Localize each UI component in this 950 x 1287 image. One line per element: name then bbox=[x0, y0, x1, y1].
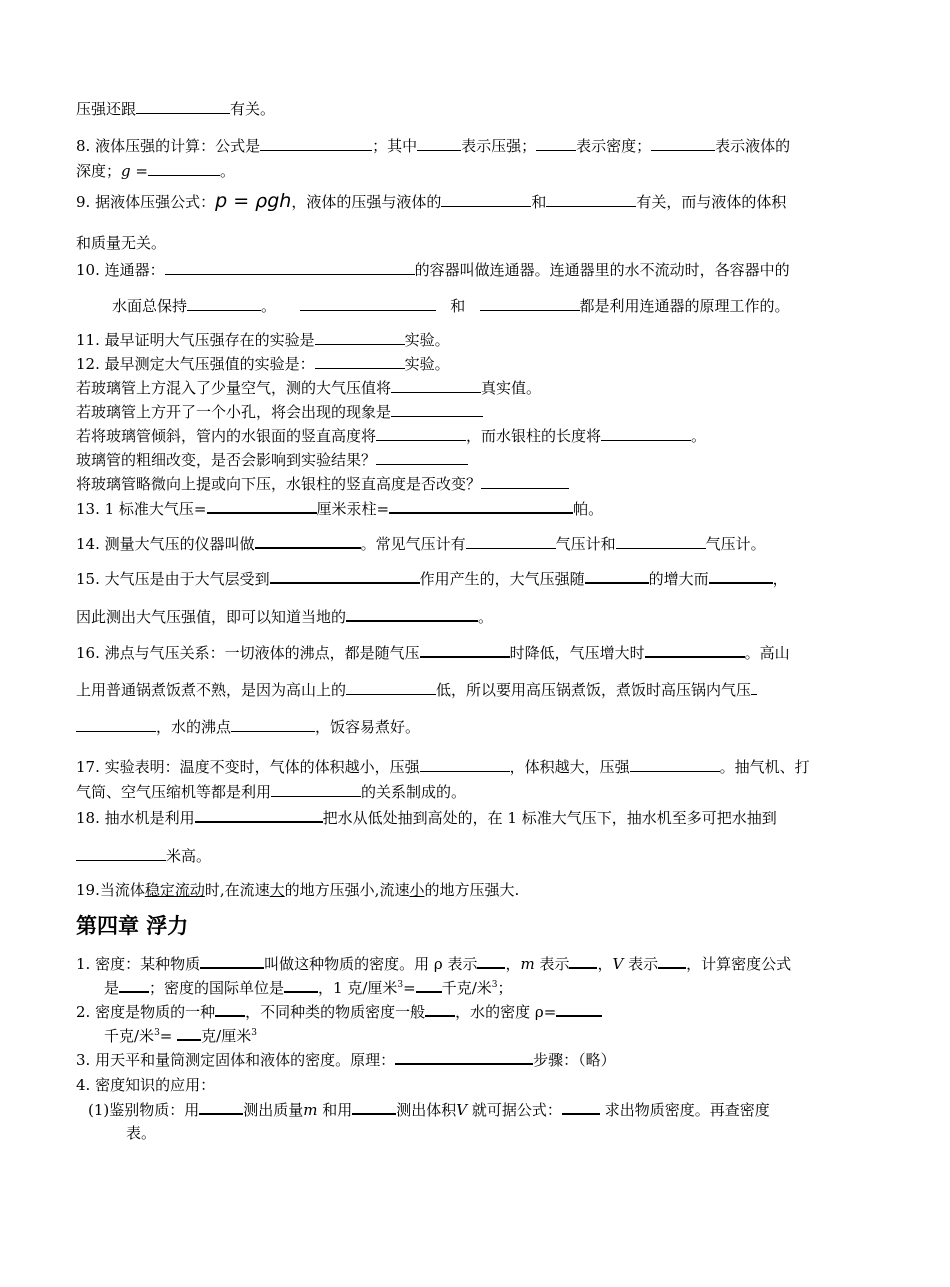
text: 和用 bbox=[317, 1101, 353, 1119]
text: 气压计和 bbox=[555, 535, 616, 553]
text: 深度； bbox=[76, 162, 122, 180]
text: 4. 密度知识的应用： bbox=[76, 1076, 216, 1094]
text: 作用产生的，大气压强随 bbox=[419, 570, 585, 588]
blank[interactable] bbox=[284, 976, 318, 993]
text: 若玻璃管上方混入了少量空气，测的大气压值将 bbox=[76, 379, 392, 397]
text: 的地方压强大. bbox=[424, 881, 520, 899]
text: 低，所以要用高压锅煮饭，煮饭时高压锅内气压 bbox=[436, 681, 752, 699]
text: 气压计。 bbox=[705, 535, 766, 553]
text: 12. 最早测定大气压强值的实验是： bbox=[76, 355, 315, 373]
blank[interactable] bbox=[481, 473, 569, 489]
blank[interactable] bbox=[389, 497, 573, 514]
superscript: 3 bbox=[251, 1028, 257, 1038]
text: 9. 据液体压强公式： bbox=[76, 193, 216, 211]
text: 因此测出大气压强值，即可以知道当地的 bbox=[76, 608, 347, 626]
item-15 bbox=[76, 567, 788, 590]
blank[interactable] bbox=[300, 295, 436, 311]
text: 和 bbox=[450, 297, 466, 315]
blank[interactable] bbox=[466, 533, 556, 549]
blank[interactable] bbox=[376, 449, 468, 465]
blank[interactable] bbox=[391, 377, 481, 393]
blank[interactable] bbox=[207, 497, 317, 514]
text: 实验。 bbox=[404, 331, 450, 349]
text: (1)鉴别物质：用 bbox=[88, 1101, 200, 1119]
ch4-item-4 bbox=[76, 1074, 215, 1096]
blank[interactable] bbox=[199, 1098, 243, 1115]
text: 是 bbox=[104, 979, 120, 997]
item-19 bbox=[76, 879, 519, 901]
blank[interactable] bbox=[546, 191, 636, 207]
text: 把水从低处抽到高处的，在 1 标准大气压下，抽水机至多可把水抽到 bbox=[322, 809, 777, 827]
blank[interactable] bbox=[420, 641, 510, 658]
text: 表示密度； bbox=[576, 137, 652, 155]
text: 表示压强； bbox=[461, 137, 537, 155]
text: 的增大而 bbox=[648, 570, 709, 588]
underlined-text: 小 bbox=[409, 881, 425, 899]
text: 表示 bbox=[534, 955, 570, 973]
text: 表示液体的 bbox=[715, 137, 791, 155]
item-16-continuation-2 bbox=[76, 716, 420, 738]
text: 有关，而与液体的体积 bbox=[636, 193, 787, 211]
text: = bbox=[159, 1027, 178, 1045]
blank[interactable] bbox=[391, 401, 483, 417]
blank[interactable] bbox=[536, 135, 576, 151]
text: 17. 实验表明：温度不变时，气体的体积越小，压强 bbox=[76, 758, 420, 776]
text: 。常见气压计有 bbox=[360, 535, 466, 553]
text: ，不同种类的物质密度一般 bbox=[245, 1003, 426, 1021]
text: ，体积越大，压强 bbox=[509, 758, 630, 776]
text: 的地方压强小,流速 bbox=[284, 881, 410, 899]
text: 14. 测量大气压的仪器叫做 bbox=[76, 535, 255, 553]
text: 3. 用天平和量筒测定固体和液体的密度。原理： bbox=[76, 1051, 396, 1069]
blank[interactable] bbox=[177, 1024, 201, 1041]
ch4-item-1 bbox=[76, 952, 791, 975]
item-10-continuation bbox=[112, 295, 790, 317]
text: 。 bbox=[478, 608, 494, 626]
text: ，1 克/厘米 bbox=[318, 979, 398, 997]
blank[interactable] bbox=[195, 806, 323, 823]
text: 。抽气机、打 bbox=[719, 758, 810, 776]
blank[interactable] bbox=[562, 1098, 600, 1115]
text: ， bbox=[772, 570, 788, 588]
item-12-air-bubble bbox=[76, 377, 541, 399]
blank[interactable] bbox=[630, 756, 720, 772]
blank[interactable] bbox=[425, 1000, 455, 1017]
superscript: 3 bbox=[154, 1028, 160, 1038]
text: 千克/米 bbox=[104, 1027, 155, 1045]
item-9-formula-line bbox=[76, 190, 786, 213]
text: 测出体积 bbox=[396, 1101, 457, 1119]
superscript: 3 bbox=[397, 980, 404, 990]
text: 若将玻璃管倾斜，管内的水银面的竖直高度将 bbox=[76, 427, 377, 445]
text: ，而水银柱的长度将 bbox=[466, 427, 602, 445]
item-9-continuation bbox=[76, 232, 166, 254]
blank[interactable] bbox=[601, 425, 691, 441]
text: 都是利用连通器的原理工作的。 bbox=[579, 297, 790, 315]
blank[interactable] bbox=[751, 679, 757, 695]
blank[interactable] bbox=[376, 425, 466, 441]
text: 测出质量 bbox=[243, 1101, 304, 1119]
text: 克/厘米 bbox=[201, 1027, 252, 1045]
text: 。 bbox=[261, 297, 277, 315]
text: 实验。 bbox=[404, 355, 450, 373]
blank[interactable] bbox=[556, 1000, 602, 1017]
blank[interactable] bbox=[416, 976, 442, 993]
text: 有关。 bbox=[230, 100, 276, 118]
ch4-item-2 bbox=[76, 1000, 602, 1023]
blank[interactable] bbox=[352, 1098, 396, 1115]
line-pressure-also-related bbox=[76, 98, 275, 120]
text: ，液体的压强与液体的 bbox=[291, 193, 442, 211]
blank[interactable] bbox=[585, 567, 649, 584]
text: 若玻璃管上方开了一个小孔，将会出现的现象是 bbox=[76, 403, 392, 421]
ch4-item-4-1 bbox=[88, 1098, 770, 1121]
blank[interactable] bbox=[346, 605, 478, 622]
blank[interactable] bbox=[569, 952, 597, 969]
text: = bbox=[130, 162, 148, 180]
text: 的关系制成的。 bbox=[361, 783, 467, 801]
superscript: 3 bbox=[491, 980, 498, 990]
text: 。高山 bbox=[744, 644, 790, 662]
item-13 bbox=[76, 497, 603, 520]
symbol-v: V bbox=[612, 955, 624, 973]
text: 11. 最早证明大气压强存在的实验是 bbox=[76, 331, 315, 349]
text: 的容器叫做连通器。连通器里的水不流动时，各容器中的 bbox=[414, 261, 790, 279]
symbol-g: g bbox=[121, 162, 131, 180]
item-12-thickness bbox=[76, 449, 468, 471]
text: ， bbox=[505, 955, 521, 973]
blank[interactable] bbox=[420, 756, 510, 772]
item-16 bbox=[76, 641, 790, 664]
blank[interactable] bbox=[271, 781, 361, 797]
blank[interactable] bbox=[200, 952, 264, 969]
text: 表示 bbox=[623, 955, 659, 973]
item-15-continuation bbox=[76, 605, 493, 628]
item-18 bbox=[76, 806, 777, 829]
text: 13. 1 标准大气压= bbox=[76, 500, 207, 518]
text: 19.当流体 bbox=[76, 881, 145, 899]
text: 10. 连通器： bbox=[76, 261, 165, 279]
item-17-continuation bbox=[76, 781, 466, 803]
blank[interactable] bbox=[395, 1048, 533, 1065]
ch4-item-4-1-continuation bbox=[126, 1122, 156, 1144]
text: 帕。 bbox=[573, 500, 604, 518]
chapter-heading: 第四章 浮力 bbox=[76, 914, 189, 938]
text: 就可据公式： bbox=[467, 1101, 562, 1119]
text: 叫做这种物质的密度。用 ρ 表示 bbox=[264, 955, 478, 973]
text: 求出物质密度。再查密度 bbox=[599, 1101, 770, 1119]
underlined-text: 大 bbox=[269, 881, 285, 899]
item-8-liquid-pressure-formula bbox=[76, 135, 790, 157]
blank[interactable] bbox=[645, 641, 745, 658]
text: 和 bbox=[531, 193, 547, 211]
blank[interactable] bbox=[270, 567, 420, 584]
text: 2. 密度是物质的一种 bbox=[76, 1003, 216, 1021]
text: ，水的密度 ρ= bbox=[455, 1003, 557, 1021]
blank[interactable] bbox=[616, 533, 706, 549]
text: 16. 沸点与气压关系：一切液体的沸点，都是随气压 bbox=[76, 644, 420, 662]
text: 压强还跟 bbox=[76, 100, 137, 118]
item-11 bbox=[76, 329, 450, 351]
blank[interactable] bbox=[315, 353, 405, 369]
text: 水面总保持 bbox=[112, 297, 188, 315]
blank[interactable] bbox=[76, 845, 166, 861]
symbol-v: V bbox=[456, 1101, 468, 1119]
text: 和质量无关。 bbox=[76, 234, 167, 252]
text: 上用普通锅煮饭煮不熟，是因为高山上的 bbox=[76, 681, 347, 699]
text: 15. 大气压是由于大气层受到 bbox=[76, 570, 270, 588]
blank[interactable] bbox=[260, 135, 372, 151]
text: 。 bbox=[691, 427, 707, 445]
text: 表。 bbox=[126, 1124, 157, 1142]
blank[interactable] bbox=[315, 329, 405, 345]
blank[interactable] bbox=[148, 160, 220, 176]
item-12-tilt bbox=[76, 425, 706, 447]
item-8-depth-line bbox=[76, 160, 235, 182]
text: 。 bbox=[219, 162, 235, 180]
item-16-continuation bbox=[76, 679, 757, 701]
ch4-item-2-continuation bbox=[104, 1024, 257, 1047]
blank[interactable] bbox=[215, 1000, 245, 1017]
text: 米高。 bbox=[166, 847, 212, 865]
text: ，水的沸点 bbox=[156, 718, 232, 736]
ch4-item-3 bbox=[76, 1048, 616, 1071]
text: 厘米汞柱= bbox=[316, 500, 390, 518]
underlined-text: 稳定流动 bbox=[144, 881, 205, 899]
blank[interactable] bbox=[76, 716, 156, 732]
blank[interactable] bbox=[255, 532, 361, 549]
text: 玻璃管的粗细改变，是否会影响到实验结果？ bbox=[76, 451, 377, 469]
blank[interactable] bbox=[709, 567, 773, 584]
item-12-lift bbox=[76, 473, 569, 495]
item-12-small-hole bbox=[76, 401, 483, 423]
text: 时降低，气压增大时 bbox=[509, 644, 645, 662]
text: ；其中 bbox=[372, 137, 418, 155]
text: ，计算密度公式 bbox=[686, 955, 792, 973]
item-14 bbox=[76, 532, 766, 555]
ch4-item-1-continuation bbox=[104, 976, 513, 999]
text: 1. 密度：某种物质 bbox=[76, 955, 201, 973]
text: 时,在流速 bbox=[204, 881, 270, 899]
text: ， bbox=[597, 955, 613, 973]
item-12 bbox=[76, 353, 450, 375]
blank[interactable] bbox=[136, 98, 230, 114]
text: 步骤：（略） bbox=[533, 1051, 616, 1069]
blank[interactable] bbox=[187, 295, 261, 311]
text: = bbox=[403, 979, 416, 997]
item-17 bbox=[76, 756, 810, 778]
blank[interactable] bbox=[165, 259, 415, 275]
text: ； bbox=[497, 979, 513, 997]
pressure-formula: p = ρgh bbox=[215, 190, 292, 212]
blank[interactable] bbox=[651, 135, 715, 151]
item-18-continuation bbox=[76, 845, 211, 867]
text: 千克/米 bbox=[441, 979, 492, 997]
text: 真实值。 bbox=[481, 379, 542, 397]
blank[interactable] bbox=[658, 952, 686, 969]
text: 8. 液体压强的计算：公式是 bbox=[76, 137, 261, 155]
blank[interactable] bbox=[231, 716, 315, 732]
text: ；密度的国际单位是 bbox=[149, 979, 285, 997]
text: 18. 抽水机是利用 bbox=[76, 809, 195, 827]
symbol-m: m bbox=[303, 1101, 318, 1119]
blank[interactable] bbox=[417, 135, 461, 151]
blank[interactable] bbox=[441, 191, 531, 207]
blank[interactable] bbox=[119, 976, 149, 993]
item-10-connected-vessel bbox=[76, 259, 790, 281]
symbol-m: m bbox=[520, 955, 535, 973]
blank[interactable] bbox=[346, 679, 436, 695]
blank[interactable] bbox=[480, 295, 580, 311]
text: 气筒、空气压缩机等都是利用 bbox=[76, 783, 272, 801]
blank[interactable] bbox=[477, 952, 505, 969]
text: 将玻璃管略微向上提或向下压，水银柱的竖直高度是否改变？ bbox=[76, 475, 482, 493]
text: ，饭容易煮好。 bbox=[315, 718, 421, 736]
